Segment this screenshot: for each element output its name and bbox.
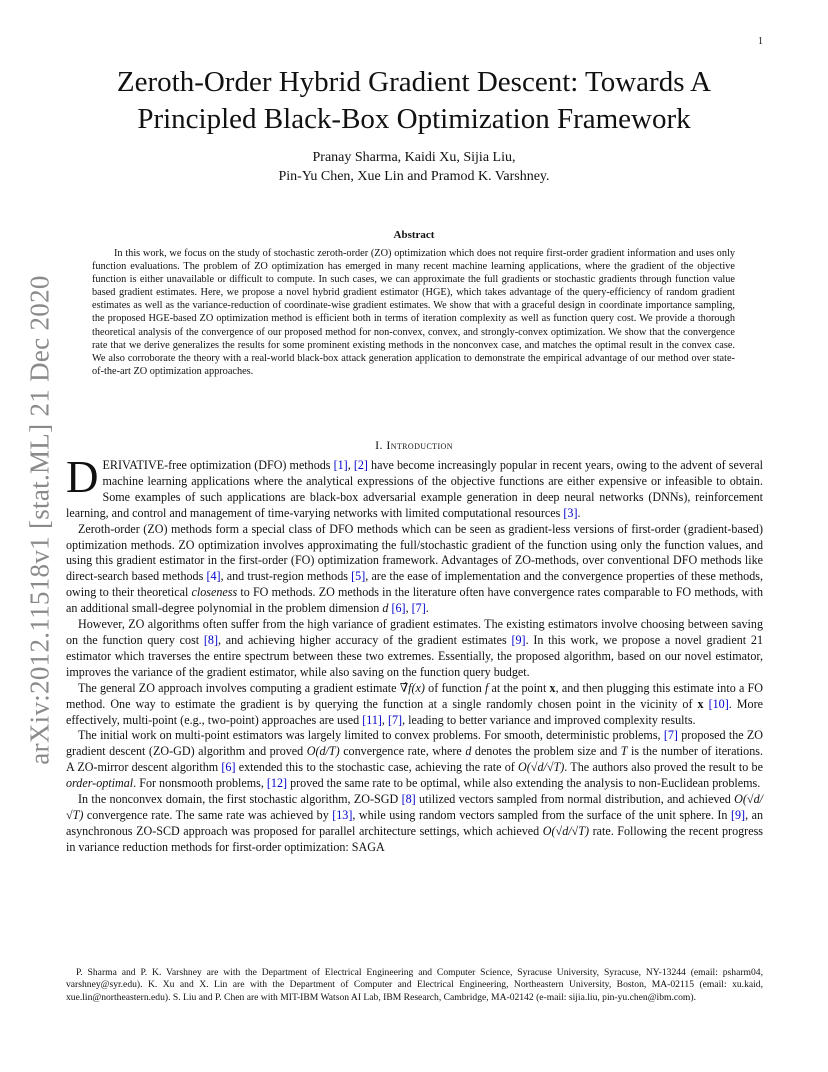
paragraph-text: . For nonsmooth problems, (133, 776, 267, 791)
paragraph-text: , are the ease of implementation and the convergence properties of these methods, owing to their theoretical (66, 569, 764, 600)
paragraph-text: rate. Following the recent progress in variance reduction methods for first-order optimization: SAGA (66, 823, 763, 854)
citation-link[interactable]: [7] (411, 601, 426, 616)
author-line-1: Pranay Sharma, Kaidi Xu, Sijia Liu, (312, 150, 516, 165)
author-line-2: Pin-Yu Chen, Xue Lin and Pramod K. Varshney. (278, 169, 550, 184)
paragraph-text: In the nonconvex domain, the first stochastic algorithm, ZO-SGD (78, 792, 402, 807)
citation-link[interactable]: [7] (387, 712, 403, 727)
section-title: Introduction (386, 438, 453, 452)
math-symbol: f (484, 680, 489, 695)
citation-link[interactable]: [10] (708, 696, 729, 711)
paragraph-text: The general ZO approach involves computing a gradient estimate (78, 680, 400, 695)
paragraph-text: , and then plugging this estimate into a FO method. One way to estimate the gradient is by querying the function at a single randomly chosen point in the vicinity of (66, 680, 763, 711)
paragraph-text: convergence rate, where (339, 744, 466, 759)
paragraph-text: . (577, 505, 581, 520)
citation-link[interactable]: [6] (391, 601, 406, 616)
citation-link[interactable]: [8] (203, 632, 218, 647)
paragraph-text: . More effectively, multi-point (e.g., two-point) approaches are used (66, 696, 763, 727)
emphasized-term: closeness (191, 585, 238, 600)
citation-link[interactable]: [8] (401, 792, 416, 807)
citation-link[interactable]: [7] (663, 728, 678, 743)
paragraph-text: However, ZO algorithms often suffer from the high variance of gradient estimates. The existing estimators involve choosing between saving on the function query cost (66, 617, 763, 647)
citation-link[interactable]: [5] (351, 569, 366, 584)
math-expression: O(√d/√T) (66, 792, 763, 822)
paragraph-text: The initial work on multi-point estimators was largely limited to convex problems. For smooth, deterministic problems, (78, 728, 664, 743)
math-vector: x (697, 696, 704, 711)
citation-link[interactable]: [9] (511, 632, 526, 647)
author-list (60, 148, 768, 186)
citation-link[interactable]: [1] (333, 458, 348, 472)
math-symbol: d (465, 744, 472, 759)
intro-paragraph-4 (66, 681, 763, 729)
paragraph-text: , and trust-region methods (220, 569, 352, 584)
paragraph-text: extended this to the stochastic case, achieving the rate of (235, 760, 519, 775)
paragraph-text: have become increasingly popular in recent years, owing to the advent of several machine learning applications where the analytical expressions of the objective functions are either expensive or infeasible to obtain. Some examples of such applications are black-box adversarial example generation in deep neural networks (DNNs), reinforcement learning, and control and management of time-varying networks with limited computational resources (66, 458, 763, 520)
paragraph-text: Zeroth-order (ZO) methods form a special class of DFO methods which can be seen as gradient-less versions of first-order (gradient-based) optimization methods. ZO optimization involves approximating the full/stochastic gradient of the function using only the function values, and using this gradient estimator in the first-order (FO) optimization framework. Advantages of ZO-methods, over conventional DFO methods like direct-search based methods (66, 521, 763, 584)
section-heading-introduction (60, 438, 768, 453)
paragraph-text: proposed the ZO gradient descent (ZO-GD) algorithm and proved (66, 728, 763, 759)
intro-paragraph-2 (66, 522, 763, 617)
citation-link[interactable]: [4] (206, 569, 221, 584)
paragraph-text: , and achieving higher accuracy of the gradient estimates (217, 632, 512, 647)
paragraph-text: , while using random vectors sampled from the surface of the unit sphere. In (352, 807, 731, 822)
paragraph-text: . In this work, we propose a novel gradient 21 estimator which traverses the entire spectrum between these two extremes. Essentially, the proposed algorithm, based on our novel estimator, improves the variance of the gradient estimator, while also saving on the function query budget. (66, 632, 763, 679)
citation-link[interactable]: [6] (221, 760, 236, 775)
page-number: 1 (758, 36, 763, 47)
intro-paragraph-6 (66, 792, 763, 856)
paragraph-text: proved the same rate to be optimal, while also extending the analysis to non-Euclidean problems. (287, 776, 761, 791)
arxiv-identifier-stamp: arXiv:2012.11518v1 [stat.ML] 21 Dec 2020 (24, 275, 55, 765)
emphasized-term: order-optimal (66, 776, 134, 791)
abstract-text: In this work, we focus on the study of stochastic zeroth-order (ZO) optimization which does not require first-order gradient information and uses only function evaluations. The problem of ZO optimization has emerged in many recent machine learning applications, where the gradient of the objective function is either unavailable or difficult to compute. In such cases, we can approximate the full gradients or stochastic gradients through function value based gradient estimates. Here, we propose a novel hybrid gradient estimator (HGE), which takes advantage of the query-efficiency of random gradient estimates as well as the variance-reduction of coordinate-wise gradient estimates. We show that with a graceful design in coordinate importance sampling, the proposed HGE-based ZO optimization method is efficient both in terms of iteration complexity as well as function query cost. We provide a thorough theoretical analysis of the convergence of our proposed method for non-convex, convex, and strongly-convex optimization. We show that the convergence rate that we derive generalizes the results for some prominent existing methods in the nonconvex case, and matches the optimal result in the convex case. We also corroborate the theory with a real-world black-box attack generation application to demonstrate the empirical advantage of our method over state-of-the-art ZO optimization approaches. (92, 248, 735, 377)
citation-link[interactable]: [3] (563, 505, 578, 520)
intro-paragraph-1 (66, 452, 763, 522)
paragraph-text: , an asynchronous ZO-SCD approach was proposed for parallel architecture settings, which achieved (66, 807, 764, 838)
math-symbol: d (382, 601, 389, 616)
introduction-body (66, 452, 764, 856)
paragraph-text: at the point (488, 680, 550, 695)
paragraph-text: denotes the problem size and (471, 744, 621, 759)
citation-link[interactable]: [2] (353, 458, 368, 472)
paragraph-text: , (347, 458, 354, 472)
paragraph-text: convergence rate. The same rate was achieved by (83, 807, 333, 822)
paragraph-text: utilized vectors sampled from normal distribution, and achieved (415, 792, 735, 807)
intro-paragraph-5 (66, 728, 763, 792)
paragraph-text: to FO methods. ZO methods in the literature often have convergence rates comparable to FO methods, with an additional small-degree polynomial in the problem dimension (66, 585, 763, 616)
author-affiliation-footnote: P. Sharma and P. K. Varshney are with the Department of Electrical Engineering and Computer Science, Syracuse University, Syracuse, NY-13244 (email: psharm04, varshney@syr.edu). K. Xu and X. Lin are with the Department of Computer and Electrical Engineering, Northeastern University, Boston, MA-02115 (email: xu.kaid, xue.lin@northeastern.edu). S. Liu and P. Chen are with MIT-IBM Watson AI Lab, IBM Research, Cambridge, MA-02142 (e-mail: sijia.liu, pin-yu.chen@ibm.com). (66, 967, 763, 1003)
drop-cap-letter: D (66, 452, 99, 502)
paragraph-text: , leading to better variance and improved complexity results. (402, 712, 696, 727)
paragraph-text: , (381, 712, 388, 727)
citation-link[interactable]: [9] (730, 807, 746, 822)
paper-title: Zeroth-Order Hybrid Gradient Descent: Towards A Principled Black-Box Optimization Framework (116, 66, 712, 135)
paragraph-text: ERIVATIVE-free optimization (DFO) methods (102, 458, 334, 472)
citation-link[interactable]: [12] (266, 776, 288, 791)
paragraph-text: of function (424, 680, 485, 695)
math-expression: O(d/T) (306, 744, 340, 759)
math-expression: O(√d/√T) (518, 760, 565, 775)
math-symbol: T (620, 744, 628, 759)
citation-link[interactable]: [11] (362, 712, 382, 727)
section-number: I. (375, 438, 383, 452)
paragraph-text: , (405, 601, 412, 616)
citation-link[interactable]: [13] (332, 807, 353, 822)
intro-paragraph-3 (66, 617, 763, 681)
paragraph-text: is the number of iterations. A ZO-mirror descent algorithm (66, 744, 763, 775)
math-expression: ∇̂f(x) (399, 680, 425, 695)
math-expression: O(√d/√T) (542, 823, 589, 838)
paragraph-text: . (425, 601, 429, 616)
abstract-heading: Abstract (393, 229, 435, 241)
math-vector: x (549, 680, 556, 695)
paragraph-text: . The authors also proved the result to be (564, 760, 763, 775)
